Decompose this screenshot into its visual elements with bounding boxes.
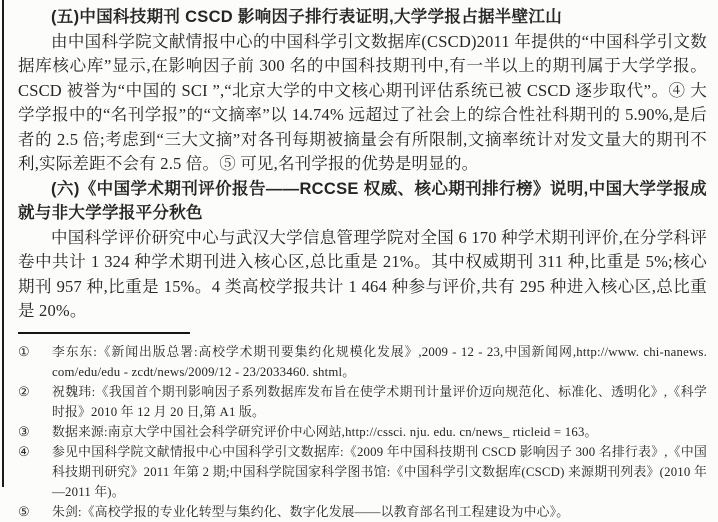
footnotes-block <box>18 342 707 522</box>
footnote-item <box>18 342 707 382</box>
footnote-item <box>18 422 707 442</box>
footnote-text: 李东东:《新闻出版总署:高校学术期刊要集约化规模化发展》,2009 - 12 - 23,中国新闻网,http://www. chi-nanews. com/edu/edu - zcdt/news/2009/12 - 23/2033460. shtml。 <box>52 344 707 379</box>
footnote-marker: ② <box>18 384 30 399</box>
scan-edge-line <box>2 0 4 487</box>
section-paragraph-5: 由中国科学院文献情报中心的中国科学引文数据库(CSCD)2011 年提供的“中国科学引文数据库核心库”显示,在影响因子前 300 名的中国科技期刊中,有一半以上的期刊属于大学学报。CSCD 被誉为“中国的 SCI ”,“北京大学的中文核心期刊评估系统已被 CSCD 逐步取代”。④ 大学学报中的“名刊学报”的“文摘率”以 14.74% 远超过了社会上的综合性社科期刊的 5.90%,是后者的 2.5 倍;考虑到“三大文摘”对各刊每期被摘量会有所限制,文摘率统计对发文量大的期刊不利,实际差距不会有 2.5 倍。⑤ 可见,名刊学报的优势是明显的。 <box>18 31 707 173</box>
footnote-marker: ④ <box>18 444 30 459</box>
footnote-text: 朱剑:《高校学报的专业化转型与集约化、数字化发展——以教育部名刊工程建设为中心》。 <box>52 504 570 519</box>
footnote-text: 参见中国科学院文献情报中心中国科学引文数据库:《2009 年中国科技期刊 CSCD 影响因子 300 名排行表》,《中国科技期刊研究》2011 年第 2 期;中国科学院国家科学图书馆:《中国科学引文数据库(CSCD) 来源期刊列表》(2010 年—2011 年)。 <box>52 444 707 499</box>
section-heading-5: (五)中国科技期刊 CSCD 影响因子排行表证明,大学学报占据半壁江山 <box>51 8 562 26</box>
footnote-marker: ③ <box>18 424 30 439</box>
footnote-marker: ⑤ <box>18 504 30 519</box>
footnote-divider <box>18 332 190 334</box>
section-paragraph-6: 中国科学评价研究中心与武汉大学信息管理学院对全国 6 170 种学术期刊评价,在分学科评卷中共计 1 324 种学术期刊进入核心区,总比重是 21%。其中权威期刊 311 种,比重是 5%;核心期刊 957 种,比重是 15%。4 类高校学报共计 1 464 种参与评价,共有 295 种进入核心区,总比重是 20%。 <box>18 227 707 320</box>
footnote-text: 祝魏玮:《我国首个期刊影响因子系列数据库发布旨在使学术期刊计量评价迈向规范化、标准化、透明化》,《科学时报》2010 年 12 月 20 日,第 A1 版。 <box>52 384 707 419</box>
footnote-item <box>18 502 707 522</box>
footnote-item <box>18 382 707 422</box>
page-content <box>18 5 707 522</box>
section-heading-6: (六)《中国学术期刊评价报告——RCCSE 权威、核心期刊排行榜》说明,中国大学学报成就与非大学学报平分秋色 <box>18 179 707 222</box>
footnote-text: 数据来源:南京大学中国社会科学研究评价中心网站,http://cssci. nju. edu. cn/news_ rticleid = 163。 <box>52 424 598 439</box>
footnote-marker: ① <box>18 344 30 359</box>
footnote-item <box>18 442 707 502</box>
